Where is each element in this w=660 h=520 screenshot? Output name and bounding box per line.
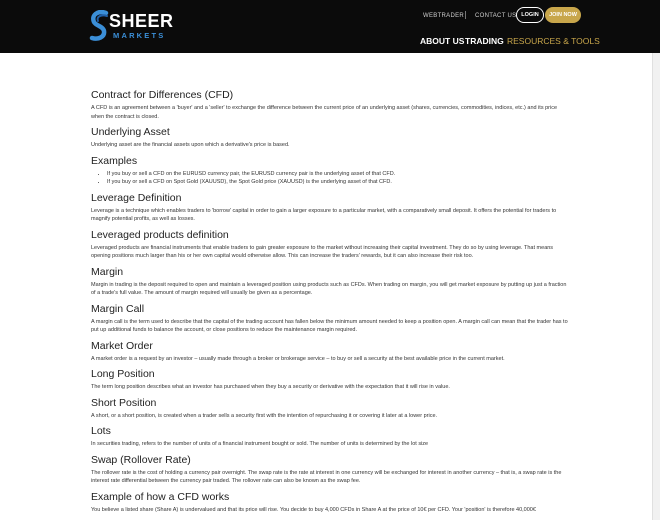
section-title-short-position: Short Position — [91, 396, 157, 409]
section-title-examples: Examples — [91, 154, 138, 167]
list-item: • If you buy or sell a CFD on Spot Gold (XAUUSD), the Spot Gold price (XAUUSD) is the underlying asset of that CFD. — [107, 178, 571, 187]
webtrader-link[interactable]: WEBTRADER — [423, 13, 465, 19]
section-text-margin: Margin in trading is the deposit required to open and maintain a leveraged position using products such as CFDs. When trading on margin, you will get market exposure by putting up just a fraction of a trade's full value. The amount of margin required will usually be given as a percentage. — [91, 281, 567, 296]
brand-logo[interactable] — [88, 10, 174, 46]
glossary-content — [91, 89, 571, 514]
login-button[interactable]: LOGIN — [516, 7, 544, 23]
contact-us-link[interactable]: CONTACT US — [475, 13, 517, 19]
join-now-button[interactable]: JOIN NOW — [545, 7, 581, 23]
nav-about-us[interactable]: ABOUT US — [420, 36, 465, 46]
nav-resources-tools[interactable]: RESOURCES & TOOLS — [507, 36, 600, 46]
section-title-cfd-example: Example of how a CFD works — [91, 490, 230, 503]
site-header — [0, 0, 660, 53]
section-title-long-position: Long Position — [91, 368, 155, 380]
section-title-margin-call: Margin Call — [91, 302, 145, 315]
section-text-margin-call: A margin call is the term used to describe that the capital of the trading account has fallen below the minimum amount needed to keep a position open. A margin call can mean that the trader has to put up additional funds to balance the account, or close positions to reduce the maintenance margin required. — [91, 318, 568, 333]
page-scrollbar[interactable] — [652, 53, 660, 520]
section-text-leveraged-products: Leveraged products are financial instruments that enable traders to gain greater exposure to the market without increasing their capital investment. They do so by using leverage. That means opening positions much larger than his or her own capital would otherwise allow. This can increase the traders' rewards, but it can also increase their risk too. — [91, 244, 554, 259]
section-text-short-position: A short, or a short position, is created when a trader sells a security first with the intention of repurchasing it or covering it later at a lower price. — [91, 412, 438, 419]
brand-sub: MARKETS — [113, 31, 166, 40]
section-text-long-position: The term long position describes what an investor has purchased when they buy a security or derivative with the expectation that it will rise in value. — [91, 384, 450, 390]
section-title-leverage: Leverage Definition — [91, 191, 182, 204]
section-text-market-order: A market order is a request by an investor – usually made through a broker or brokerage service – to buy or sell a security at the best available price in the current market. — [91, 355, 505, 362]
examples-list — [91, 170, 571, 187]
section-title-market-order: Market Order — [91, 339, 153, 352]
list-item: • If you buy or sell a CFD on the EURUSD currency pair, the EURUSD currency pair is the underlying asset of that CFD. — [107, 170, 571, 179]
logo-s-icon — [88, 10, 110, 44]
page-content-area — [0, 53, 652, 520]
section-title-underlying-asset: Underlying Asset — [91, 126, 170, 138]
top-links-divider — [465, 11, 466, 19]
section-title-cfd: Contract for Differences (CFD) — [91, 89, 234, 101]
section-text-lots: In securities trading, refers to the number of units of a financial instrument bought or sold. The number of units is determined by the lot size — [91, 441, 429, 447]
section-text-swap: The rollover rate is the cost of holding a currency pair overnight. The swap rate is the rate at interest in one currency will be exchanged for interest in another currency – that is, a swap rate is the interest rate differential between the currency pair traded. The rollover rate can also be known as the swap fee. — [91, 469, 562, 484]
section-title-swap: Swap (Rollover Rate) — [91, 453, 191, 466]
section-title-lots: Lots — [91, 425, 111, 437]
section-text-leverage: Leverage is a technique which enables traders to 'borrow' capital in order to gain a larger exposure to a particular market, with a comparatively small deposit. It offers the potential for traders to magnify potential profits, as well as losses. — [91, 207, 557, 222]
section-title-margin: Margin — [91, 265, 124, 278]
section-text-cfd: A CFD is an agreement between a 'buyer' and a 'seller' to exchange the difference between the current price of an underlying asset (shares, currencies, commodities, indices, etc.) and its price when the contract is closed. — [91, 105, 558, 120]
brand-name: SHEER — [109, 11, 174, 31]
section-text-underlying-asset: Underlying asset are the financial assets upon which a derivative's price is based. — [91, 142, 290, 148]
section-title-leveraged-products: Leveraged products definition — [91, 228, 229, 241]
nav-trading[interactable]: TRADING — [465, 36, 504, 46]
section-text-cfd-example: You believe a listed share (Share A) is undervalued and that its price will rise. You decide to buy 4,000 CFDs in Share A at the price of 10€ per CFD. Your 'position' is therefore 40,000€ — [91, 506, 536, 513]
